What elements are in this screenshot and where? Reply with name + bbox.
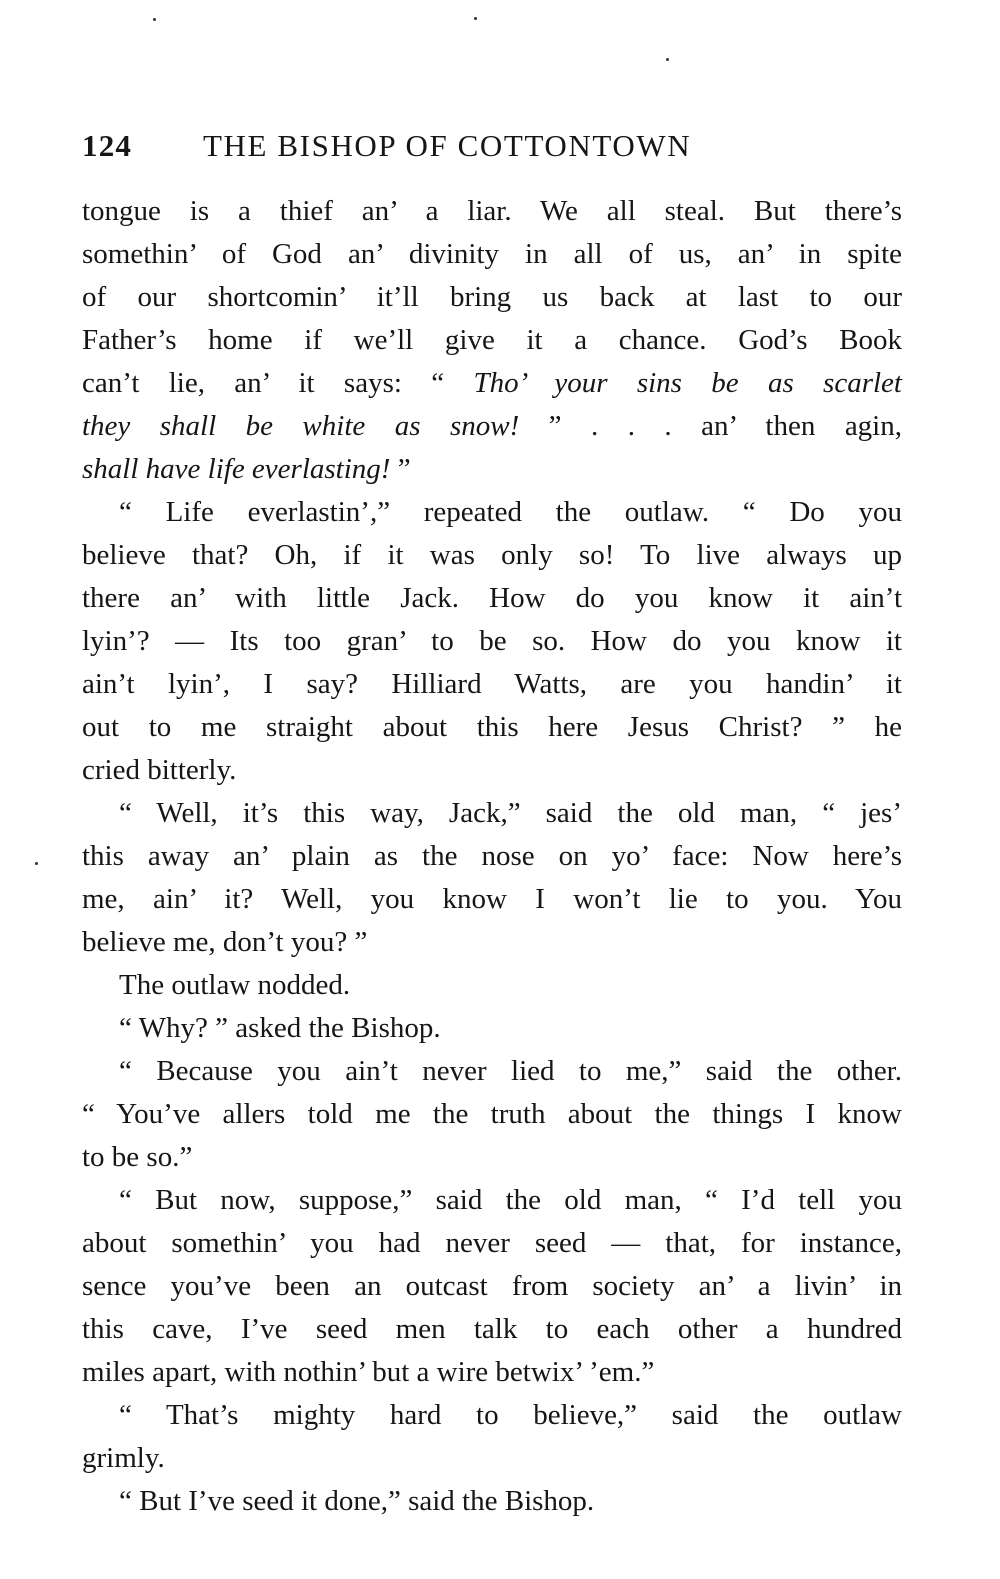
running-header xyxy=(82,128,902,172)
text-line xyxy=(82,1093,902,1136)
text-line xyxy=(82,964,902,1007)
text-segment: somethin’ of God an’ divinity in all of us, an’ in spite xyxy=(82,238,902,270)
text-line xyxy=(82,620,902,663)
text-line xyxy=(82,1007,902,1050)
text-line xyxy=(82,1308,902,1351)
text-line xyxy=(82,405,902,448)
text-line xyxy=(82,491,902,534)
text-line xyxy=(82,534,902,577)
text-segment: to be so.” xyxy=(82,1141,193,1173)
paragraph xyxy=(82,190,902,491)
text-line xyxy=(82,233,902,276)
running-title: THE BISHOP OF COTTONTOWN xyxy=(203,128,692,163)
text-segment: “ Well, it’s this way, Jack,” said the old man, “ jes’ xyxy=(119,797,902,829)
text-line xyxy=(82,1050,902,1093)
text-segment: there an’ with little Jack. How do you know it ain’t xyxy=(82,582,902,614)
text-line xyxy=(82,362,902,405)
text-segment: ” . . . an’ then agin, xyxy=(519,410,902,442)
text-line xyxy=(82,663,902,706)
text-line xyxy=(82,1437,902,1480)
text-line xyxy=(82,749,902,792)
text-line xyxy=(82,835,902,878)
text-line xyxy=(82,1480,902,1523)
text-segment: grimly. xyxy=(82,1442,165,1474)
paragraph xyxy=(82,1007,902,1050)
text-segment: “ You’ve allers told me the truth about the things I know xyxy=(82,1098,902,1130)
print-speck xyxy=(35,862,38,865)
text-line xyxy=(82,577,902,620)
italic-text: shall have life everlasting! xyxy=(82,453,391,485)
italic-text: they shall be white as snow! xyxy=(82,410,520,442)
text-line xyxy=(82,878,902,921)
text-segment: me, ain’ it? Well, you know I won’t lie to you. You xyxy=(82,883,902,915)
text-segment: “ Life everlastin’,” repeated the outlaw. “ Do you xyxy=(119,496,902,528)
text-segment: can’t lie, an’ it says: “ xyxy=(82,367,474,399)
text-segment: The outlaw nodded. xyxy=(119,969,351,1001)
body-text xyxy=(82,190,902,1523)
text-segment: sence you’ve been an outcast from society an’ a livin’ in xyxy=(82,1270,902,1302)
paragraph xyxy=(82,1480,902,1523)
text-segment: “ Because you ain’t never lied to me,” said the other. xyxy=(119,1055,902,1087)
text-segment: lyin’? — Its too gran’ to be so. How do you know it xyxy=(82,625,902,657)
text-segment: “ That’s mighty hard to believe,” said the outlaw xyxy=(119,1399,902,1431)
text-segment: “ Why? ” asked the Bishop. xyxy=(119,1012,441,1044)
paragraph xyxy=(82,792,902,964)
text-segment: this cave, I’ve seed men talk to each other a hundred xyxy=(82,1313,902,1345)
text-line xyxy=(82,190,902,233)
text-segment: Father’s home if we’ll give it a chance. God’s Book xyxy=(82,324,902,356)
text-segment: about somethin’ you had never seed — that, for instance, xyxy=(82,1227,902,1259)
text-segment: miles apart, with nothin’ but a wire betwix’ ’em.” xyxy=(82,1356,655,1388)
print-speck xyxy=(153,18,156,21)
text-segment: out to me straight about this here Jesus Christ? ” he xyxy=(82,711,902,743)
text-line xyxy=(82,706,902,749)
text-line xyxy=(82,792,902,835)
text-segment: believe that? Oh, if it was only so! To live always up xyxy=(82,539,902,571)
text-line xyxy=(82,319,902,362)
text-segment: ” xyxy=(390,453,411,485)
text-segment: “ But now, suppose,” said the old man, “ I’d tell you xyxy=(119,1184,902,1216)
print-speck xyxy=(474,17,477,20)
page-number: 124 xyxy=(82,128,133,163)
text-segment: ain’t lyin’, I say? Hilliard Watts, are you handin’ it xyxy=(82,668,902,700)
paragraph xyxy=(82,1050,902,1179)
text-segment: cried bitterly. xyxy=(82,754,237,786)
text-segment: “ But I’ve seed it done,” said the Bishop. xyxy=(119,1485,595,1517)
text-segment: tongue is a thief an’ a liar. We all steal. But there’s xyxy=(82,195,902,227)
text-line xyxy=(82,1136,902,1179)
text-line xyxy=(82,276,902,319)
text-line xyxy=(82,1222,902,1265)
text-line xyxy=(82,1351,902,1394)
text-line xyxy=(82,448,902,491)
text-line xyxy=(82,1394,902,1437)
paragraph xyxy=(82,491,902,792)
text-segment: of our shortcomin’ it’ll bring us back at last to our xyxy=(82,281,902,313)
text-line xyxy=(82,1265,902,1308)
text-line xyxy=(82,1179,902,1222)
paragraph xyxy=(82,1179,902,1394)
text-line xyxy=(82,921,902,964)
paragraph xyxy=(82,964,902,1007)
paragraph xyxy=(82,1394,902,1480)
print-speck xyxy=(666,58,669,61)
italic-text: Tho’ your sins be as scarlet xyxy=(473,367,902,399)
text-segment: this away an’ plain as the nose on yo’ face: Now here’s xyxy=(82,840,902,872)
text-segment: believe me, don’t you? ” xyxy=(82,926,368,958)
